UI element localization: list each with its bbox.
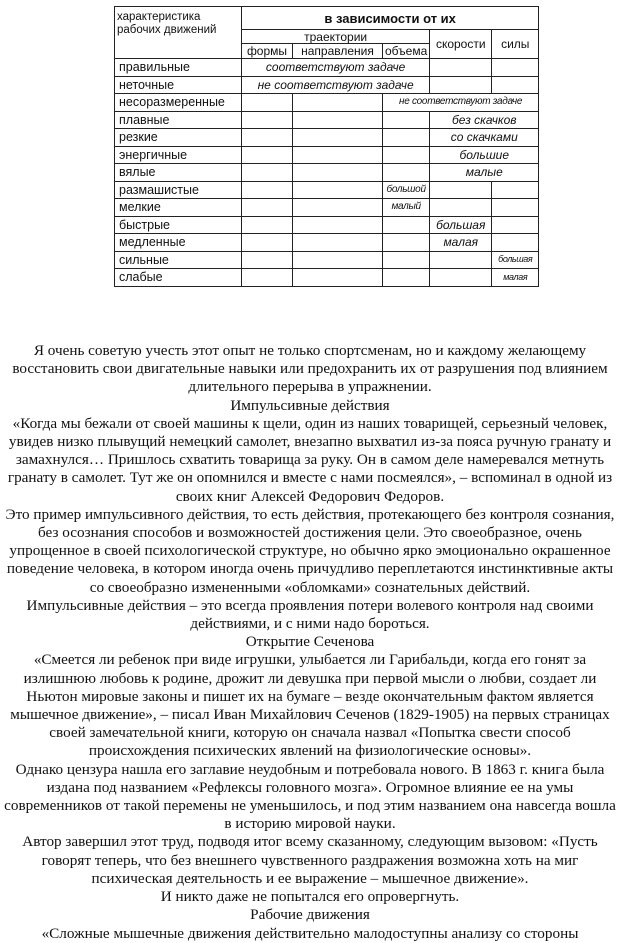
row-label: несоразмеренные (115, 94, 242, 112)
header-dependence: в зависимости от их (242, 7, 539, 30)
header-volume: объема (383, 44, 430, 59)
cell-note: малые (430, 164, 539, 182)
paragraph: Импульсивные действия – это всегда проявления потери волевого контроля над своими действиями, и с ними надо бороться. (26, 596, 594, 633)
cell-note: со скачками (430, 129, 539, 147)
cell-note: малый (383, 199, 430, 217)
table-row (115, 111, 539, 129)
header-direction: направления (293, 44, 383, 59)
row-label: быстрые (115, 216, 242, 234)
table-row (115, 76, 539, 94)
row-label: энергичные (115, 146, 242, 164)
row-label: резкие (115, 129, 242, 147)
cell-note: большие (430, 146, 539, 164)
paragraph: Я очень советую учесть этот опыт не только спортсменам, но и каждому желающему восстановить свои двигательные навыки или предохранить их от разрушения под влиянием длительного перерыва в упражнении. (12, 342, 608, 396)
row-label: правильные (115, 59, 242, 77)
table-row (115, 59, 539, 77)
table-row (115, 251, 539, 269)
paragraph: «Сложные мышечные движения действительно малодоступны анализу со стороны (41, 924, 579, 942)
section-heading: Импульсивные действия (230, 396, 390, 414)
table-row (115, 181, 539, 199)
header-left: характеристика рабочих движений (115, 7, 242, 59)
section-heading: Рабочие движения (250, 906, 370, 924)
row-label: плавные (115, 111, 242, 129)
cell-note: без скачков (430, 111, 539, 129)
table-row (115, 234, 539, 252)
cell-note: малая (492, 269, 539, 287)
paragraph: Однако цензура нашла его заглавие неудобным и потребовала нового. В 1863 г. книга была издана под названием «Рефлексы головного мозга». Огромное влияние ее на умы современников от такой перемены не уменьшилось, и под этим названием она навсегда вошла в историю мировой науки. (4, 760, 616, 833)
row-label: слабые (115, 269, 242, 287)
table-row (115, 216, 539, 234)
header-form: формы (242, 44, 293, 59)
row-label: размашистые (115, 181, 242, 199)
table-row (115, 269, 539, 287)
table-row (115, 199, 539, 217)
paragraph: «Когда мы бежали от своей машины к щели, один из наших товарищей, серьезный человек, увидев низко плывущий немецкий самолет, внезапно выхватил из-за пояса ручную гранату и замахнулся… Пришлось схватить товарища за руку. Он в самом деле намеревался метнуть гранату в самолет. Тут же он опомнился и вместе с нами посмеялся», – вспоминал в одной из своих книг Алексей Федорович Федоров. (7, 414, 613, 505)
row-label: медленные (115, 234, 242, 252)
cell-note: большой (383, 181, 430, 199)
cell-note: большая (430, 216, 492, 234)
cell-note: малая (430, 234, 492, 252)
paragraph: Автор завершил этот труд, подводя итог всему сказанному, следующим вызовом: «Пусть говорят теперь, что без внешнего чувственного раздражения возможна хоть на миг психическая деятельность и ее выражение – мышечное движение». (22, 833, 598, 887)
header-trajectory: траектории (242, 30, 430, 44)
cell-note: не соответствуют задаче (383, 94, 539, 112)
table-row (115, 146, 539, 164)
row-label: сильные (115, 251, 242, 269)
cell-note: не соответствуют задаче (242, 76, 430, 94)
section-heading: Открытие Сеченова (245, 633, 375, 651)
table-row (115, 94, 539, 112)
table-row (115, 129, 539, 147)
paragraph: Это пример импульсивного действия, то есть действия, протекающего без контроля сознания, без осознания способов и возможностей достижения цели. Это своеобразное, очень упрощенное в своей психологической структуре, но обычно ярко эмоционально окрашенное поведение человека, в котором иногда очень причудливо переплетаются инстинктивные акты со своеобразно измененными «обломками» сознательных действий. (5, 505, 615, 596)
paragraph: И никто даже не попытался его опровергнуть. (160, 888, 460, 906)
row-label: мелкие (115, 199, 242, 217)
cell-note: большая (492, 251, 539, 269)
row-label: вялые (115, 164, 242, 182)
header-force: силы (492, 30, 539, 59)
cell-note: соответствуют задаче (242, 59, 430, 77)
row-label: неточные (115, 76, 242, 94)
body-text (2, 342, 618, 943)
movement-characteristics-table (114, 6, 539, 287)
header-speed: скорости (430, 30, 492, 59)
paragraph: «Смеется ли ребенок при виде игрушки, улыбается ли Гарибальди, когда его гонят за излишнюю любовь к родине, дрожит ли девушка при первой мысли о любви, создает ли Ньютон мировые законы и пишет их на бумаге – везде окончательным фактом является мышечное движение», – писал Иван Михайлович Сеченов (1829-1905) на первых страницах своей замечательной книги, которую он сначала назвал «Попытка свести способ происхождения психических явлений на физиологические основы». (10, 651, 610, 760)
table-row (115, 164, 539, 182)
